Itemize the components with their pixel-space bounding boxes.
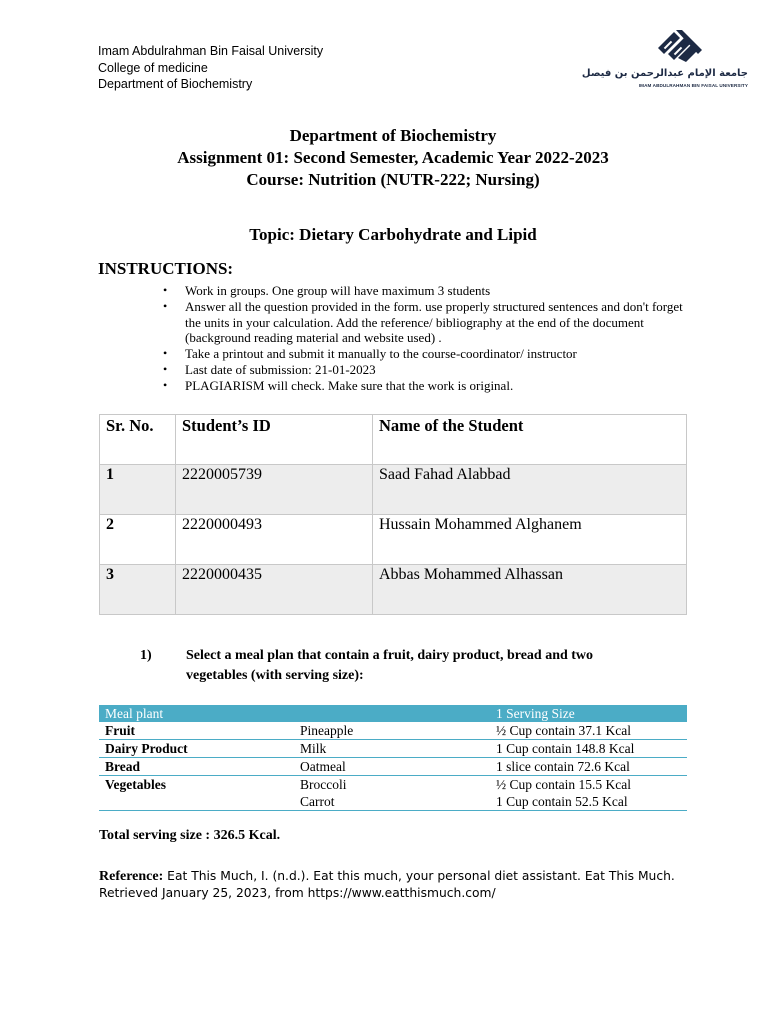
- header-student-id: Student’s ID: [176, 415, 373, 465]
- meal-food: Oatmeal: [294, 758, 490, 776]
- topic-title: Topic: Dietary Carbohydrate and Lipid: [249, 225, 537, 244]
- cell-student-id: 2220005739: [176, 465, 373, 515]
- reference-text: Eat This Much, I. (n.d.). Eat this much, your personal diet assistant. Eat This Much. Retrieved January 25, 2023, from https://www.eatthismuch.com/: [99, 869, 675, 900]
- meal-food: Pineapple: [294, 722, 490, 740]
- table-row: [100, 565, 687, 615]
- table-row: [100, 465, 687, 515]
- table-row: [99, 776, 687, 794]
- meal-category: [99, 793, 294, 811]
- reference-label: Reference:: [99, 869, 164, 884]
- header-serving-size: 1 Serving Size: [490, 705, 687, 722]
- title-department: Department of Biochemistry: [289, 126, 497, 145]
- college-name: College of medicine: [98, 60, 208, 75]
- reference: [99, 868, 689, 902]
- meal-food: Carrot: [294, 793, 490, 811]
- cell-sr-no: 2: [100, 515, 176, 565]
- instruction-item: • Take a printout and submit it manually to the course-coordinator/ instructor: [163, 346, 693, 362]
- university-emblem-icon: [654, 28, 706, 64]
- meal-serving: ½ Cup contain 15.5 Kcal: [496, 777, 631, 792]
- cell-student-name: Hussain Mohammed Alghanem: [373, 515, 687, 565]
- document-titles: [0, 125, 768, 191]
- cell-student-name: Saad Fahad Alabbad: [373, 465, 687, 515]
- meal-table-header: [99, 705, 687, 722]
- cell-student-name: Abbas Mohammed Alhassan: [373, 565, 687, 615]
- department-name: Department of Biochemistry: [98, 77, 253, 91]
- university-logo: [581, 28, 748, 94]
- table-row: [99, 722, 687, 740]
- table-row: [100, 515, 687, 565]
- institution-header: [98, 43, 323, 93]
- logo-arabic-text: جامعة الإمام عبدالرحمن بن فيصل: [581, 68, 748, 79]
- instruction-item: • Answer all the question provided in the form. use properly structured sentences and don't forget the units in your calculation. Add the reference/ bibliography at the end of the document (background reading material and website used) .: [163, 299, 693, 346]
- meal-serving: ½ Cup contain 37.1 Kcal: [490, 722, 687, 740]
- meal-food: Milk: [294, 740, 490, 758]
- instructions-heading: INSTRUCTIONS:: [98, 259, 234, 278]
- header-sr-no: Sr. No.: [100, 415, 176, 465]
- total-serving-size: Total serving size : 326.5 Kcal.: [99, 828, 281, 843]
- instruction-item: • Last date of submission: 21-01-2023: [163, 362, 693, 378]
- meal-category: Bread: [99, 758, 294, 776]
- meal-plan-table: [99, 705, 687, 811]
- instruction-item: • Work in groups. One group will have maximum 3 students: [163, 283, 693, 299]
- question-number: 1): [140, 648, 152, 663]
- question-text: Select a meal plan that contain a fruit, dairy product, bread and two vegetables (with serving size):: [186, 648, 594, 683]
- title-assignment: Assignment 01: Second Semester, Academic Year 2022-2023: [177, 148, 609, 167]
- title-course: Course: Nutrition (NUTR-222; Nursing): [246, 170, 540, 189]
- meal-food: Broccoli: [300, 777, 347, 792]
- meal-serving: 1 Cup contain 148.8 Kcal: [490, 740, 687, 758]
- header-food: [294, 705, 490, 722]
- header-meal-plant: Meal plant: [99, 705, 294, 722]
- cell-sr-no: 3: [100, 565, 176, 615]
- table-row: [99, 740, 687, 758]
- meal-serving: 1 slice contain 72.6 Kcal: [490, 758, 687, 776]
- table-row: [99, 793, 687, 811]
- meal-category: Dairy Product: [99, 740, 294, 758]
- instruction-item: • PLAGIARISM will check. Make sure that the work is original.: [163, 378, 693, 394]
- meal-serving: 1 Cup contain 52.5 Kcal: [490, 793, 687, 811]
- table-row: [99, 758, 687, 776]
- cell-student-id: 2220000435: [176, 565, 373, 615]
- logo-english-text: IMAM ABDULRAHMAN BIN FAISAL UNIVERSITY: [638, 83, 748, 88]
- meal-category: Vegetables: [105, 777, 166, 792]
- header-student-name: Name of the Student: [373, 415, 687, 465]
- meal-category: Fruit: [99, 722, 294, 740]
- cell-sr-no: 1: [100, 465, 176, 515]
- university-name: Imam Abdulrahman Bin Faisal University: [98, 44, 324, 58]
- students-table: [99, 414, 687, 615]
- instructions-list: [163, 283, 693, 394]
- cell-student-id: 2220000493: [176, 515, 373, 565]
- students-table-header: [100, 415, 687, 465]
